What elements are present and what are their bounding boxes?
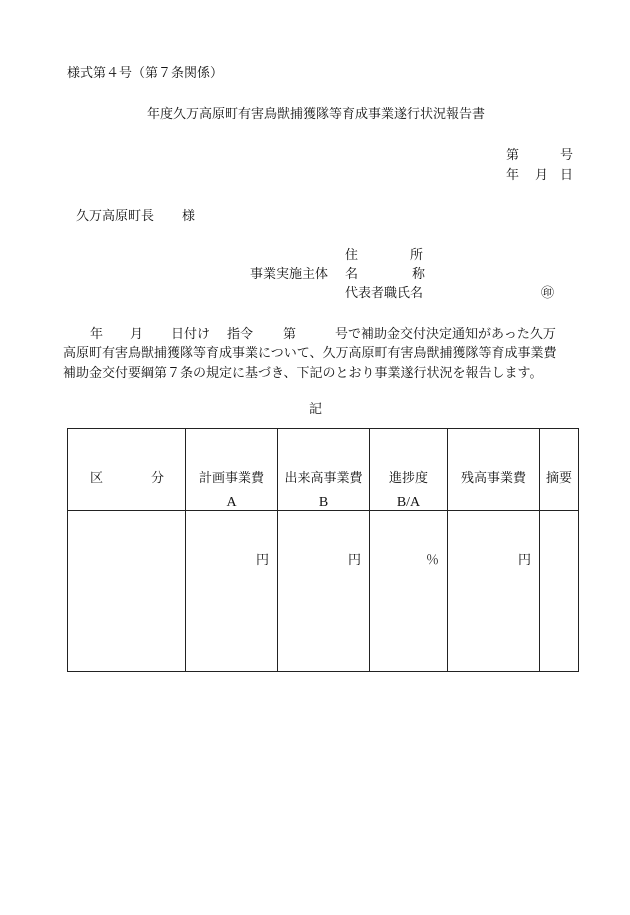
- date-day: 日: [560, 168, 574, 183]
- unit-yen-plan: 円: [255, 553, 269, 568]
- report-table: [67, 428, 579, 672]
- header-plan-sub: A: [226, 495, 237, 510]
- body-dai: 第: [283, 327, 297, 342]
- header-plan-cost: [186, 429, 278, 511]
- header-kubun: [68, 429, 186, 511]
- unit-yen-done: 円: [347, 553, 361, 568]
- cell-plan-cost[interactable]: [186, 511, 278, 672]
- body-line1-rest: 号で補助金交付決定通知があった久万: [335, 327, 556, 342]
- header-progress: [370, 429, 448, 511]
- header-progress-sub: B/A: [396, 495, 421, 510]
- ki-heading: 記: [309, 402, 323, 417]
- table-row: [68, 511, 579, 672]
- unit-yen-remain: 円: [517, 553, 531, 568]
- header-note: [540, 429, 579, 511]
- cell-done-cost[interactable]: [278, 511, 370, 672]
- header-remain-label: 残高事業費: [460, 471, 526, 486]
- name-label-b: 称: [412, 267, 426, 282]
- body-year: 年: [90, 327, 104, 342]
- body-day: 日付け: [171, 327, 211, 342]
- header-note-label: 摘要: [545, 471, 572, 486]
- name-label-a: 名: [345, 267, 359, 282]
- seal-mark: ㊞: [541, 286, 555, 301]
- address-label-b: 所: [410, 248, 424, 263]
- address-label-a: 住: [345, 248, 359, 263]
- unit-percent: ％: [425, 553, 439, 568]
- cell-kubun[interactable]: [68, 511, 186, 672]
- body-order: 指令: [227, 327, 254, 342]
- table-header-row: [68, 429, 579, 511]
- addressee-honorific: 様: [182, 209, 196, 224]
- header-done-label: 出来高事業費: [284, 471, 363, 486]
- doc-number-dai: 第: [506, 148, 520, 163]
- cell-progress[interactable]: [370, 511, 448, 672]
- date-month: 月: [535, 168, 549, 183]
- cell-note[interactable]: [540, 511, 579, 672]
- doc-number-go: 号: [560, 148, 574, 163]
- document-title: 年度久万高原町有害鳥獣捕獲隊等育成事業遂行状況報告書: [147, 107, 486, 122]
- form-number: 様式第４号（第７条関係）: [67, 66, 224, 81]
- header-progress-label: 進捗度: [388, 471, 428, 486]
- applicant-role: 事業実施主体: [250, 267, 329, 282]
- header-done-sub: B: [318, 495, 329, 510]
- body-line2: 高原町有害鳥獣捕獲隊等育成事業について、久万高原町有害鳥獣捕獲隊等育成事業費: [63, 346, 557, 361]
- header-kubun-b: 分: [150, 471, 164, 486]
- body-month: 月: [130, 327, 144, 342]
- header-done-cost: [278, 429, 370, 511]
- header-remaining-cost: [448, 429, 540, 511]
- header-kubun-a: 区: [90, 471, 104, 486]
- cell-remaining-cost[interactable]: [448, 511, 540, 672]
- header-plan-label: 計画事業費: [198, 471, 264, 486]
- body-line3: 補助金交付要綱第７条の規定に基づき、下記のとおり事業遂行状況を報告します。: [63, 366, 543, 381]
- date-year: 年: [506, 168, 520, 183]
- representative-label: 代表者職氏名: [345, 286, 424, 301]
- addressee-name: 久万高原町長: [76, 209, 155, 224]
